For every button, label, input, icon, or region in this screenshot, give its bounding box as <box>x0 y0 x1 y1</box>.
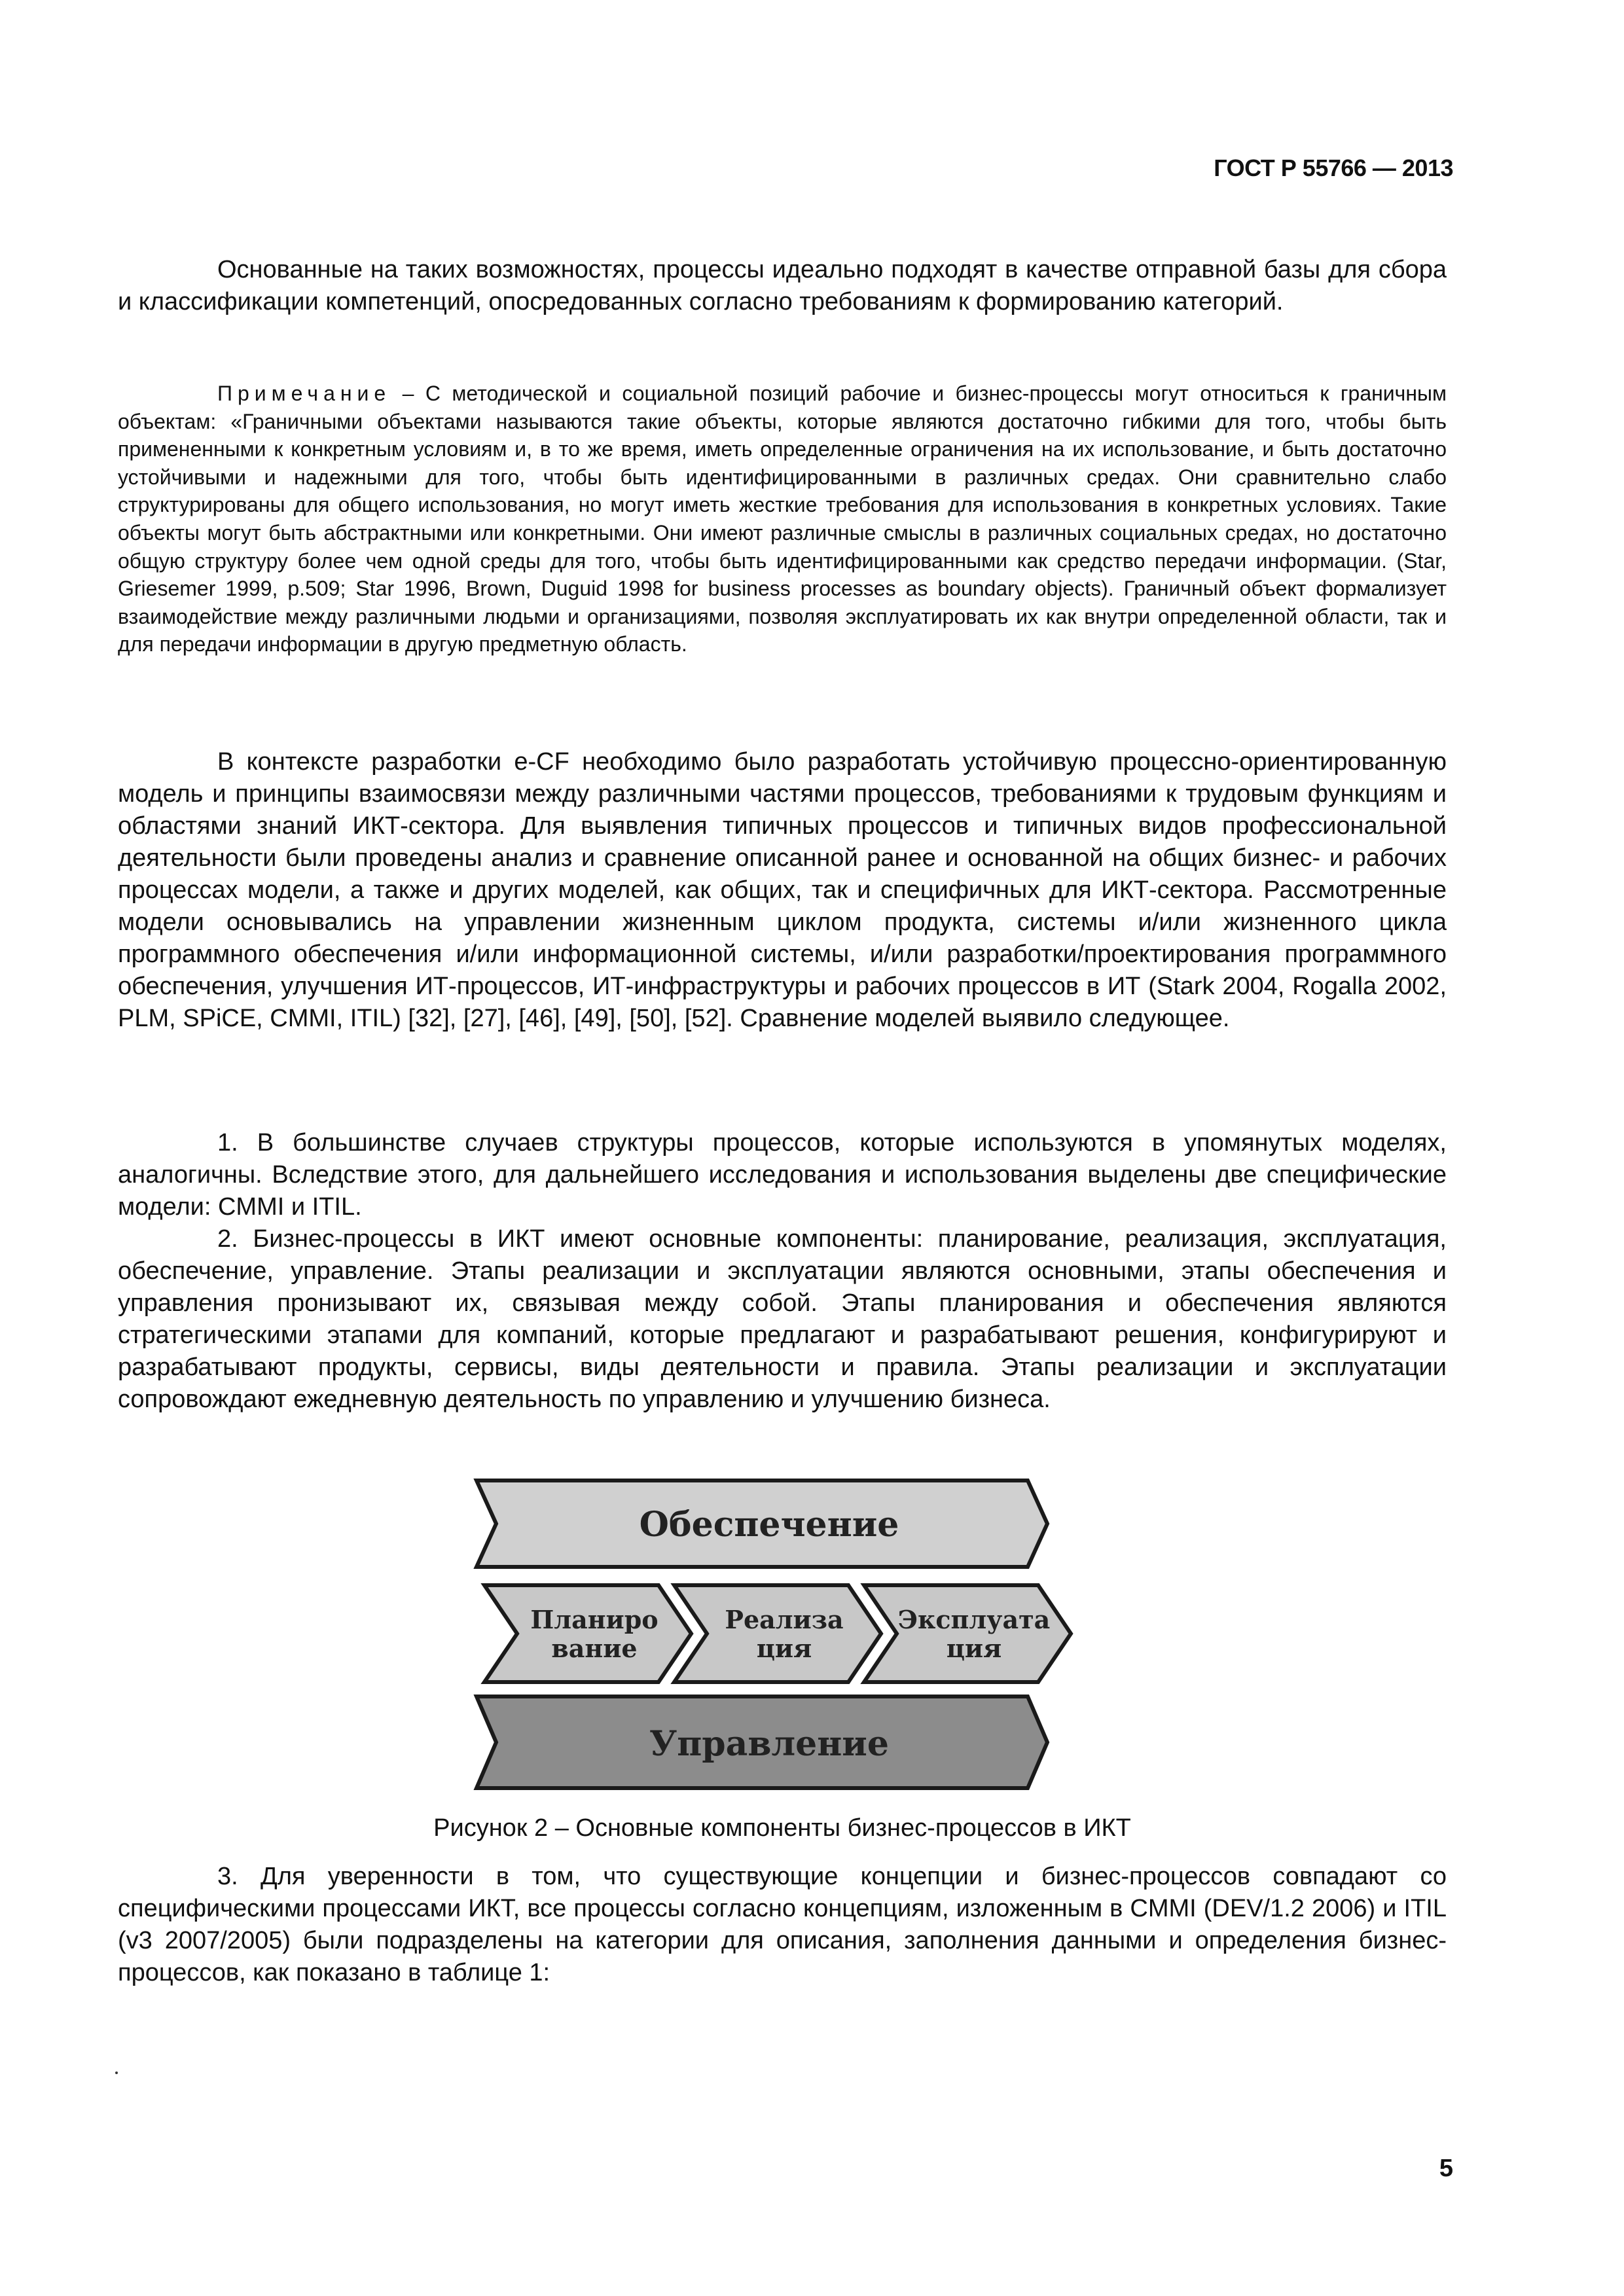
paragraph-item-3 <box>118 1861 1447 1989</box>
label-bottom: Управление <box>649 1724 889 1764</box>
paragraph-item-2 <box>118 1223 1447 1416</box>
label-operation-1: Эксплуата <box>897 1605 1051 1634</box>
standard-header: ГОСТ Р 55766 — 2013 <box>1214 154 1453 181</box>
paragraph-item-1-text: 1. В большинстве случаев структуры процессов, которые используются в упомянутых моделях, аналогичны. Вследствие этого, для дальнейшего исследования и использования выделены две специфические модели: CMMI и ITIL. <box>118 1129 1447 1221</box>
paragraph-context <box>118 746 1447 1035</box>
note-label: Примечание <box>217 382 391 405</box>
page-number: 5 <box>1439 2155 1453 2182</box>
business-process-diagram <box>471 1473 1093 1800</box>
label-planning-2: вание <box>551 1634 638 1663</box>
paragraph-intro <box>118 254 1447 318</box>
paragraph-item-1 <box>118 1127 1447 1223</box>
paragraph-item-2-text: 2. Бизнес-процессы в ИКТ имеют основные компоненты: планирование, реализация, эксплуатация, обеспечение, управление. Этапы реализации и эксплуатации являются основными, этапы обеспечения и управления пронизывают их, связывая между собой. Этапы планирования и обеспечения являются стратегическими этапами для компаний, которые предлагают и разрабатывают решения, конфигурируют и разрабатывают продукты, сервисы, виды деятельности и правила. Этапы реализации и эксплуатации сопровождают ежедневную деятельность по управлению и улучшению бизнеса. <box>118 1225 1447 1413</box>
note-block <box>118 380 1447 658</box>
paragraph-item-3-text: 3. Для уверенности в том, что существующие концепции и бизнес-процессов совпадают со специфическими процессами ИКТ, все процессы согласно концепциям, изложенным в CMMI (DEV/1.2 2006) и ITIL (v3 2007/2005) были подразделены на категории для описания, заполнения данными и определения бизнес-процессов, как показано в таблице 1: <box>118 1863 1447 1986</box>
figure-caption: Рисунок 2 – Основные компоненты бизнес-процессов в ИКТ <box>433 1814 1131 1842</box>
label-top: Обеспечение <box>639 1505 899 1545</box>
note-text: – С методической и социальной позиций рабочие и бизнес-процессы могут относиться к граничным объектам: «Граничными объектами называются такие объекты, которые являются достаточно гибкими для того, чтобы быть примененными к конкретным условиям и, в то же время, иметь определенные ограничения на их использование, и быть достаточно устойчивыми и надежными для того, чтобы быть идентифицированными в различных средах. Они сравнительно слабо структурированы для общего использования, но могут иметь жесткие требования для использования в конкретных условиях. Такие объекты могут быть абстрактными или конкретными. Они имеют различные смыслы в различных социальных средах, но достаточно общую структуру более чем одной среды для того, чтобы быть идентифицированными как средство передачи информации. (Star, Griesemer 1999, p.509; Star 1996, Brown, Duguid 1998 for business processes as boundary objects). Граничный объект формализует взаимодействие между различными людьми и организациями, позволяя эксплуатировать их как внутри определенной области, так и для передачи информации в другую предметную область. <box>118 382 1447 656</box>
label-planning-1: Планиро <box>530 1605 659 1634</box>
paragraph-context-text: В контексте разработки e-CF необходимо было разработать устойчивую процессно-ориентированную модель и принципы взаимосвязи между различными частями процессов, требованиями к трудовым функциям и областями знаний ИКТ-сектора. Для выявления типичных процессов и типичных видов профессиональной деятельности были проведены анализ и сравнение описанной ранее и основанной на общих бизнес- и рабочих процессах модели, а также и других моделей, как общих, так и специфичных для ИКТ-сектора. Рассмотренные модели основывались на управлении жизненным циклом продукта, системы и/или жизненного цикла программного обеспечения и/или информационной системы, и/или разработки/проектирования программного обеспечения, улучшения ИТ-процессов, ИТ-инфраструктуры и рабочих процессов в ИТ (Stark 2004, Rogalla 2002, PLM, SPiCE, CMMI, ITIL) [32], [27], [46], [49], [50], [52]. Сравнение моделей выявило следующее. <box>118 748 1447 1032</box>
label-implementation-1: Реализа <box>725 1605 844 1634</box>
stray-dot <box>115 2072 118 2074</box>
label-implementation-2: ция <box>756 1634 812 1663</box>
diagram-svg <box>471 1473 1093 1800</box>
label-operation-2: ция <box>946 1634 1002 1663</box>
paragraph-intro-text: Основанные на таких возможностях, процессы идеально подходят в качестве отправной базы для сбора и классификации компетенций, опосредованных согласно требованиям к формированию категорий. <box>118 256 1447 315</box>
